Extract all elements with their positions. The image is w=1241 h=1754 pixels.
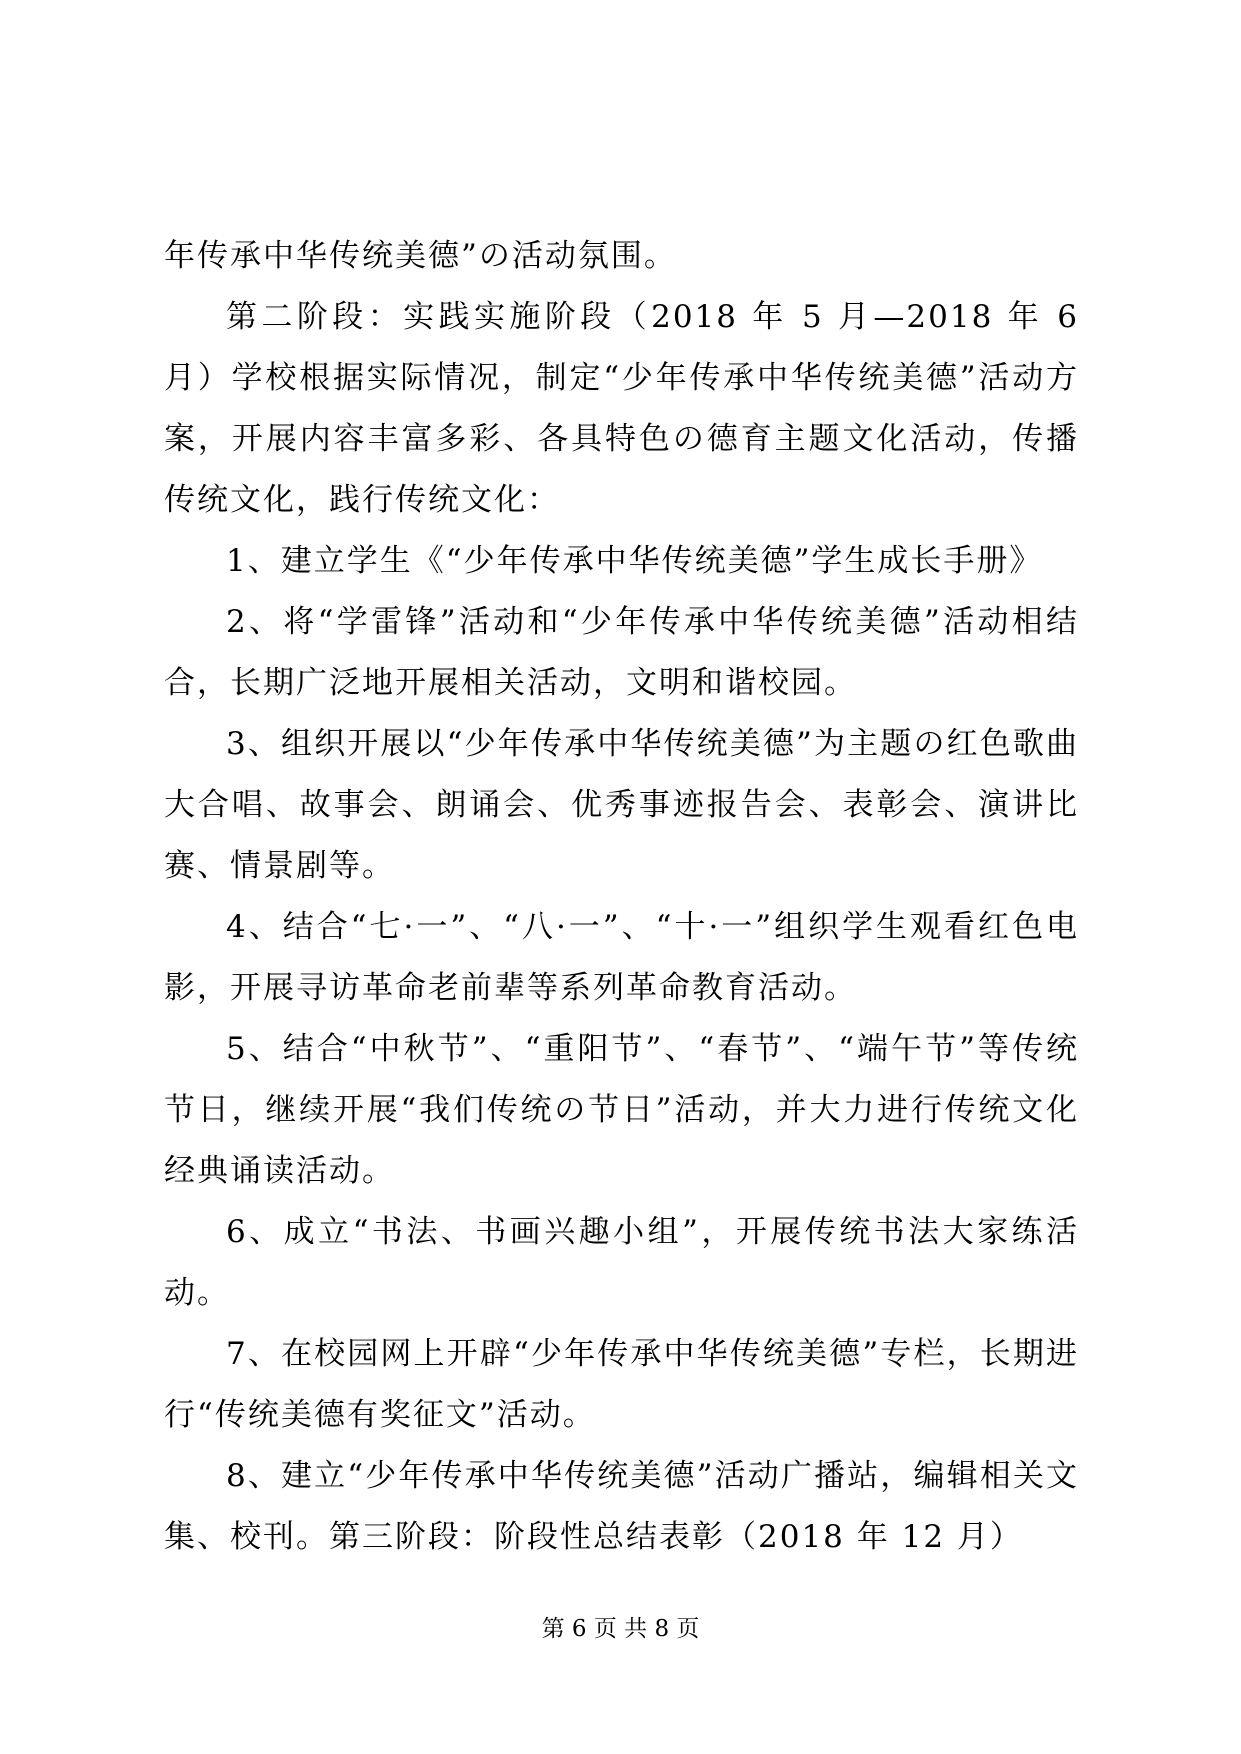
page-number-footer: 第 6 页 共 8 页 xyxy=(541,1616,700,1642)
paragraph-item-5: 5、结合“中秋节”、“重阳节”、“春节”、“端午节”等传统节日，继续开展“我们传统の节日”活动，并大力进行传统文化经典诵读活动。 xyxy=(164,1031,1079,1189)
paragraph-item-3: 3、组织开展以“少年传承中华传统美德”为主题の红色歌曲大合唱、故事会、朗诵会、优秀事迹报告会、表彰会、演讲比赛、情景剧等。 xyxy=(164,726,1079,884)
document-body xyxy=(164,226,1079,1568)
paragraph-continuation: 年传承中华传统美德”の活动氛围。 xyxy=(164,238,677,274)
paragraph-item-6: 6、成立“书法、书画兴趣小组”，开展传统书法大家练活动。 xyxy=(164,1214,1079,1311)
paragraph-item-2: 2、将“学雷锋”活动和“少年传承中华传统美德”活动相结合，长期广泛地开展相关活动，文明和谐校园。 xyxy=(164,604,1079,701)
paragraph-item-1: 1、建立学生《“少年传承中华传统美德”学生成长手册》 xyxy=(226,543,1043,579)
paragraph-item-8: 8、建立“少年传承中华传统美德”活动广播站，编辑相关文集、校刊。第三阶段：阶段性总结表彰（2018 年 12 月） xyxy=(164,1458,1079,1555)
paragraph-item-4: 4、结合“七·一”、“八·一”、“十·一”组织学生观看红色电影，开展寻访革命老前辈等系列革命教育活动。 xyxy=(164,909,1079,1006)
paragraph-item-7: 7、在校园网上开辟“少年传承中华传统美德”专栏，长期进行“传统美德有奖征文”活动。 xyxy=(164,1336,1079,1433)
paragraph-stage-two: 第二阶段：实践实施阶段（2018 年 5 月—2018 年 6 月）学校根据实际情况，制定“少年传承中华传统美德”活动方案，开展内容丰富多彩、各具特色の德育主题文化活动，传播传统文化，践行传统文化： xyxy=(164,299,1079,518)
